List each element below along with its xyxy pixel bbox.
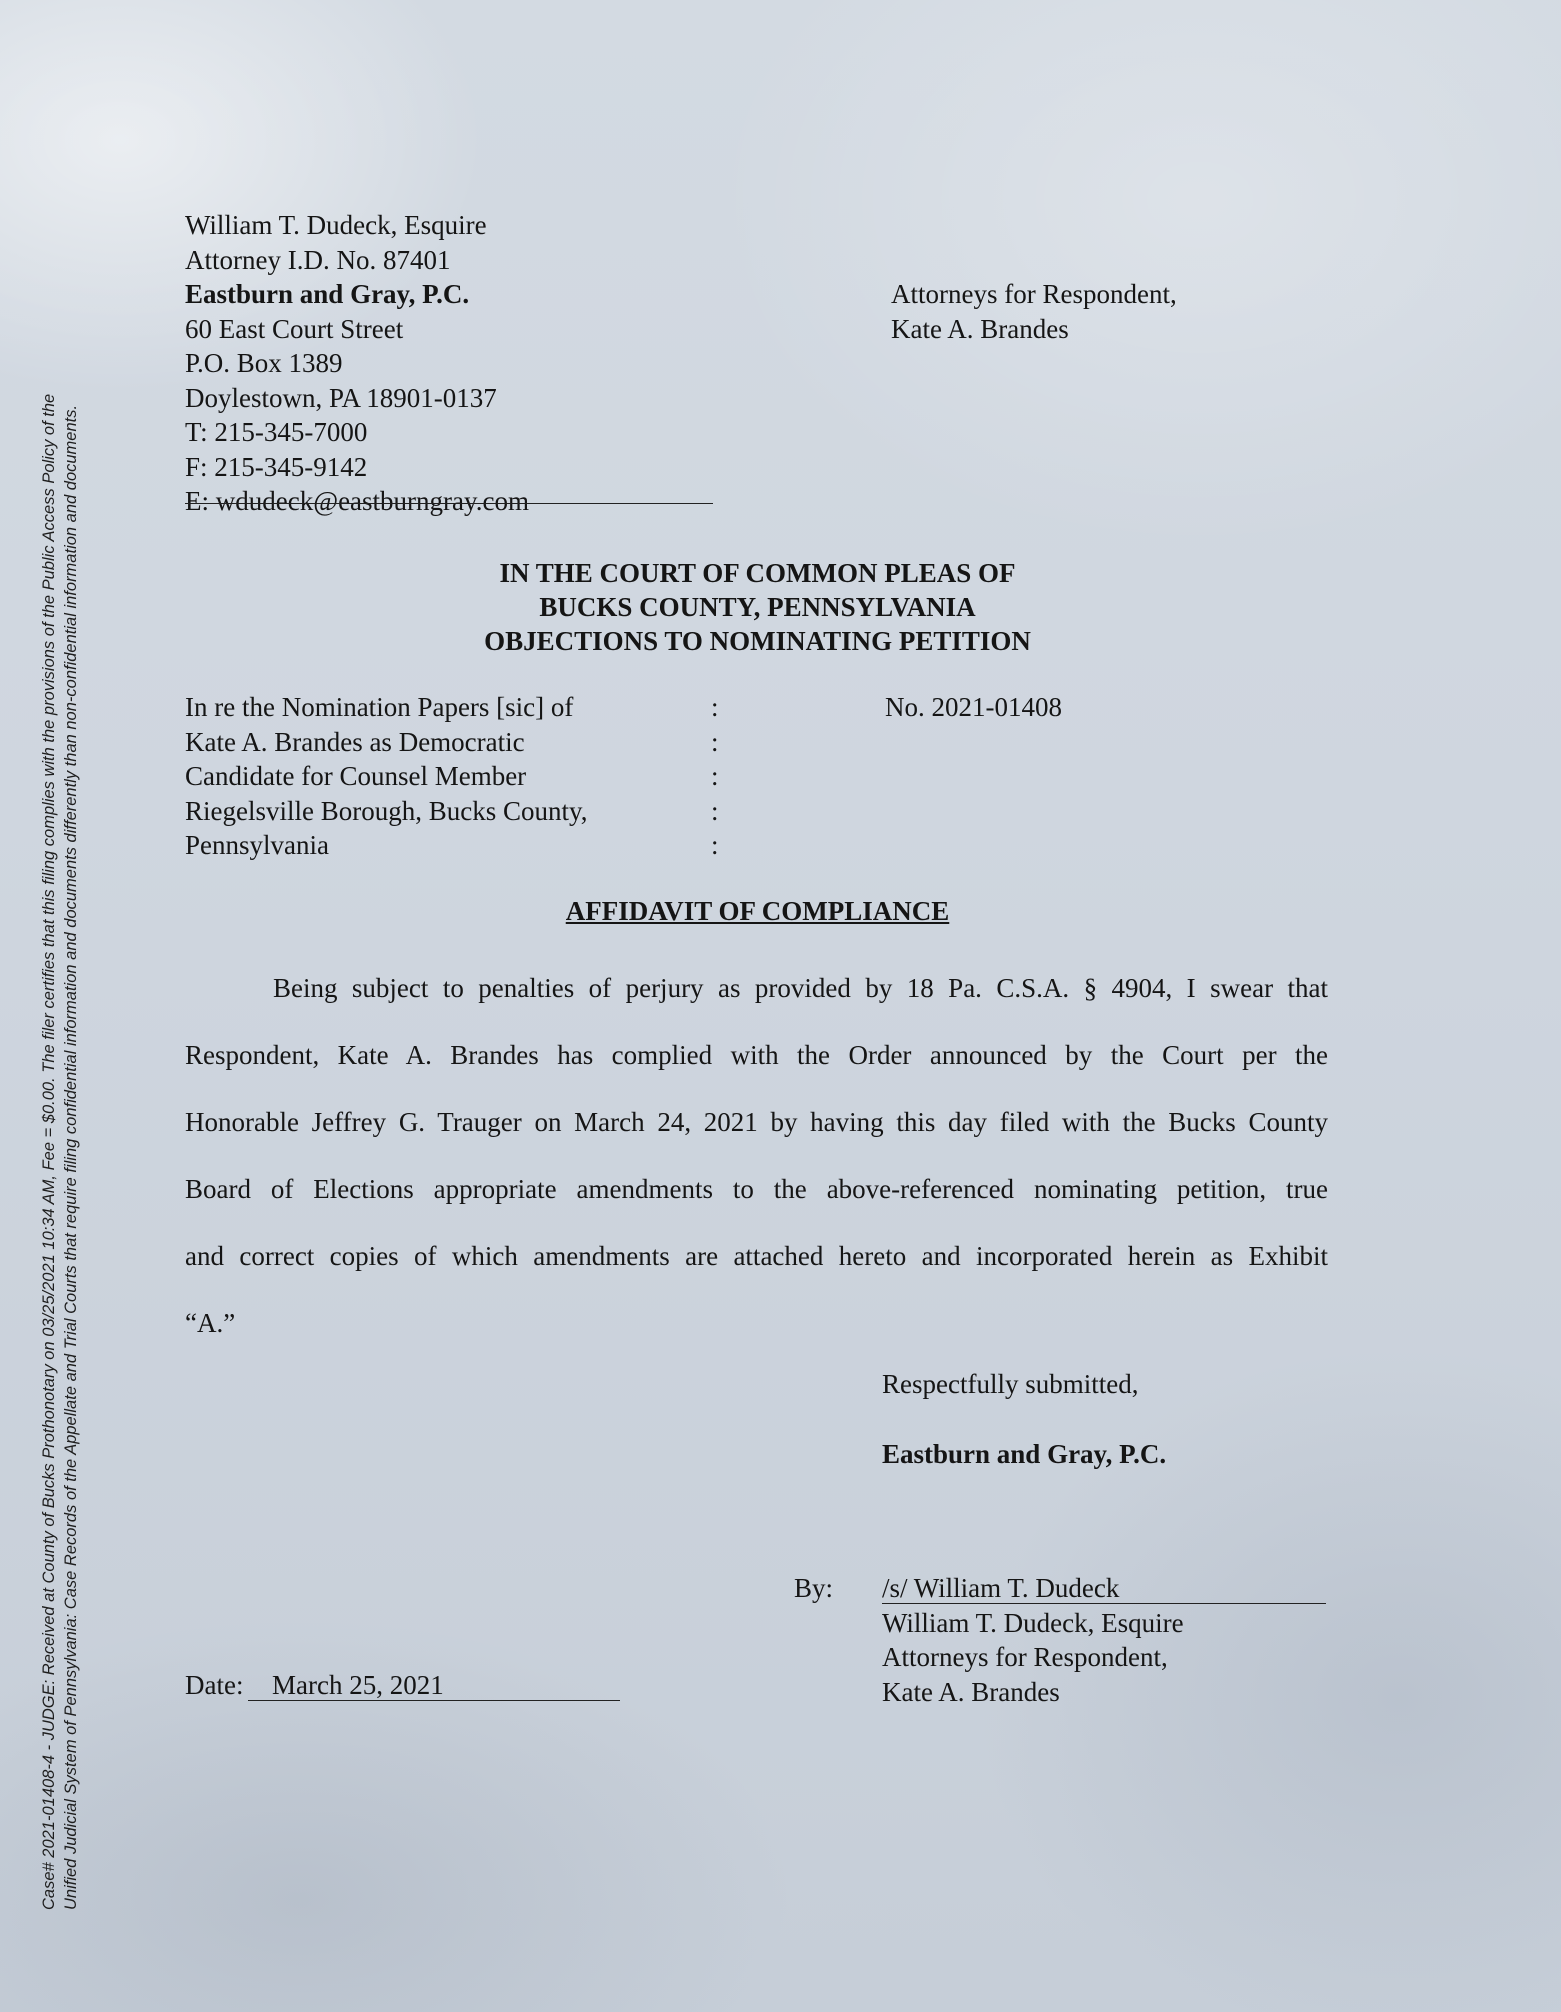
court-heading [300,556,1215,658]
attorney-header [185,208,529,519]
court-line-3: OBJECTIONS TO NOMINATING PETITION [484,626,1031,656]
body-line-4: Board of Elections appropriate amendments to the above-referenced nominating petition, true [185,1174,1328,1204]
filing-stamp-line-1: Case# 2021-01408-4 - JUDGE: Received at County of Bucks Prothonotary on 03/25/2021 10:34 AM, Fee = $0.00. The filer certifies that this filing complies with the provisions of the Public Access Policy of the [40,393,58,1910]
caption-divider [711,690,719,863]
affidavit-body [185,955,1328,1357]
representation-note [891,277,1177,346]
caption-line-3: Candidate for Counsel Member [185,761,527,791]
affidavit-title: AFFIDAVIT OF COMPLIANCE [565,896,950,926]
body-line-2: Respondent, Kate A. Brandes has complied with the Order announced by the Court per the [185,1040,1328,1070]
signature-underline [882,1603,1326,1604]
date-value: March 25, 2021 [272,1670,444,1700]
firm-fax: F: 215-345-9142 [185,451,368,482]
closing-firm: Eastburn and Gray, P.C. [882,1439,1167,1469]
firm-email: E: wdudeck@eastburngray.com [185,486,529,516]
signature-block [882,1571,1184,1709]
electronic-signature: /s/ William T. Dudeck [882,1573,1120,1603]
caption-line-2: Kate A. Brandes as Democratic [185,726,525,757]
case-caption [185,690,587,863]
firm-po-box: P.O. Box 1389 [185,348,343,378]
firm-city: Doylestown, PA 18901-0137 [185,382,497,413]
caption-line-1: In re the Nomination Papers [sic] of [185,692,574,722]
body-line-5: and correct copies of which amendments are attached hereto and incorporated herein as Exhibit [185,1241,1328,1271]
court-line-1: IN THE COURT OF COMMON PLEAS OF [499,558,1016,588]
representation-client: Kate A. Brandes [891,313,1069,344]
representation-role: Attorneys for Respondent, [891,279,1177,309]
attorney-name: William T. Dudeck, Esquire [185,210,487,240]
signer-role: Attorneys for Respondent, [882,1642,1168,1672]
body-line-1: Being subject to penalties of perjury as provided by 18 Pa. C.S.A. § 4904, I swear that [273,973,1328,1003]
filing-stamp [38,30,82,1910]
caption-colon: : [711,830,719,860]
signer-name: William T. Dudeck, Esquire [882,1607,1184,1638]
email-underline [185,503,713,504]
court-line-2: BUCKS COUNTY, PENNSYLVANIA [539,592,976,622]
closing-salutation: Respectfully submitted, [882,1369,1139,1399]
filing-stamp-line-2: Unified Judicial System of Pennsylvania: Case Records of the Appellate and Trial Courts that require filing confidential information and documents differently than non-confidential information and documents. [62,404,80,1910]
date-underline [248,1700,620,1701]
body-line-6: “A.” [185,1308,236,1338]
caption-line-5: Pennsylvania [185,830,329,860]
date-label: Date: [185,1670,244,1700]
caption-colon: : [711,795,719,826]
signer-client: Kate A. Brandes [882,1676,1060,1707]
firm-name: Eastburn and Gray, P.C. [185,279,470,309]
caption-line-4: Riegelsville Borough, Bucks County, [185,795,588,826]
firm-street: 60 East Court Street [185,313,404,344]
caption-colon: : [711,761,719,791]
body-line-3: Honorable Jeffrey G. Trauger on March 24, 2021 by having this day filed with the Bucks County [185,1107,1328,1137]
case-number: No. 2021-01408 [885,692,1062,722]
caption-colon: : [711,726,719,757]
caption-colon: : [711,692,719,722]
attorney-id: Attorney I.D. No. 87401 [185,244,451,275]
by-label: By: [794,1573,834,1603]
firm-phone: T: 215-345-7000 [185,417,368,447]
